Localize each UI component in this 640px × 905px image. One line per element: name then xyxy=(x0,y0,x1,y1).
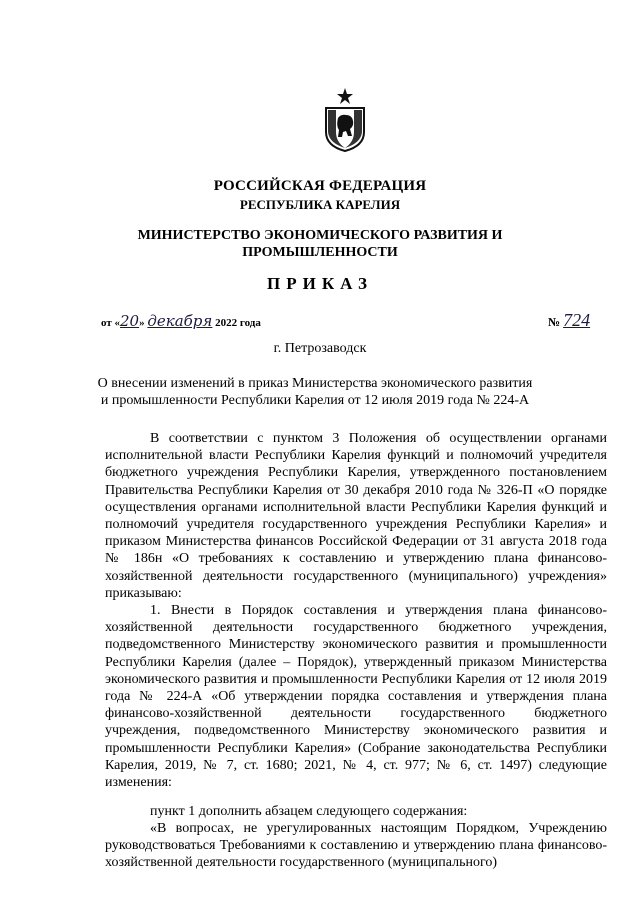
paragraph-text: пункт 1 дополнить абзацем следующего содержания: xyxy=(150,804,468,819)
date-day: 20 xyxy=(120,312,140,330)
document-number xyxy=(548,310,590,331)
paragraph-text: В соответствии с пунктом 3 Положения об осуществлении органами исполнительной власти Республики Карелия функций и полномочий учредителя бюджетного учреждения Республики Карелия, утвержденного постановлением Правительства Республики Карелия от 30 декабря 2010 года № 326-П «О порядке осуществления органами исполнительной власти Республики Карелия функций и полномочий учредителя государственного учреждения Республики Карелия» и приказом Министерства финансов Российской Федерации от 31 августа 2018 года № 186н «О требованиях к составлению и утверждению плана финансово-хозяйственной деятельности государственного (муниципального) учреждения» приказываю: xyxy=(105,431,607,601)
number-value: 724 xyxy=(563,310,591,330)
body-paragraph-2 xyxy=(105,602,607,791)
number-prefix: № xyxy=(548,315,564,329)
document-date xyxy=(101,312,261,330)
karelia-coat-of-arms-icon xyxy=(323,88,367,152)
body-paragraph-1 xyxy=(105,430,607,602)
body-paragraph-4 xyxy=(105,820,607,872)
city: г. Петрозаводск xyxy=(273,341,367,356)
date-prefix: от « xyxy=(101,317,121,329)
document-subject: О внесении изменений в приказ Министерства экономического развития и промышленности Республики Карелия от 12 июля 2019 года № 224-А xyxy=(97,376,533,408)
paragraph-text: «В вопросах, не урегулированных настоящим Порядком, Учреждению руководствоваться Требованиями к составлению и утверждению плана финансово-хозяйственной деятельности государственного (муниципального) xyxy=(105,821,607,871)
document-type: ПРИКАЗ xyxy=(267,274,373,293)
date-mid: » xyxy=(139,317,148,329)
ministry-title xyxy=(0,227,640,261)
republic-title: РЕСПУБЛИКА КАРЕЛИЯ xyxy=(239,197,401,212)
country-title: РОССИЙСКАЯ ФЕДЕРАЦИЯ xyxy=(213,178,427,194)
body-paragraph-3 xyxy=(105,803,607,820)
ministry-name: МИНИСТЕРСТВО ЭКОНОМИЧЕСКОГО РАЗВИТИЯ И ПРОМЫШЛЕННОСТИ xyxy=(137,228,503,260)
date-month: декабря xyxy=(147,312,213,330)
paragraph-text: 1. Внести в Порядок составления и утверждения плана финансово-хозяйственной деятельности государственного бюджетного учреждения, подведомственного Министерству экономического развития и промышленности Республики Карелия (далее – Порядок), утвержденный приказом Министерства экономического развития и промышленности Республики Карелия от 12 июля 2019 года № 224-А «Об утверждении порядка составления и утверждения плана финансово-хозяйственной деятельности государственного бюджетного учреждения, подведомственного Министерству экономического развития и промышленности Республики Карелия» (Собрание законодательства Республики Карелия, 2019, № 7, ст. 1680; 2021, № 4, ст. 977; № 6, ст. 1497) следующие изменения: xyxy=(105,603,607,791)
date-suffix: 2022 года xyxy=(212,317,261,329)
